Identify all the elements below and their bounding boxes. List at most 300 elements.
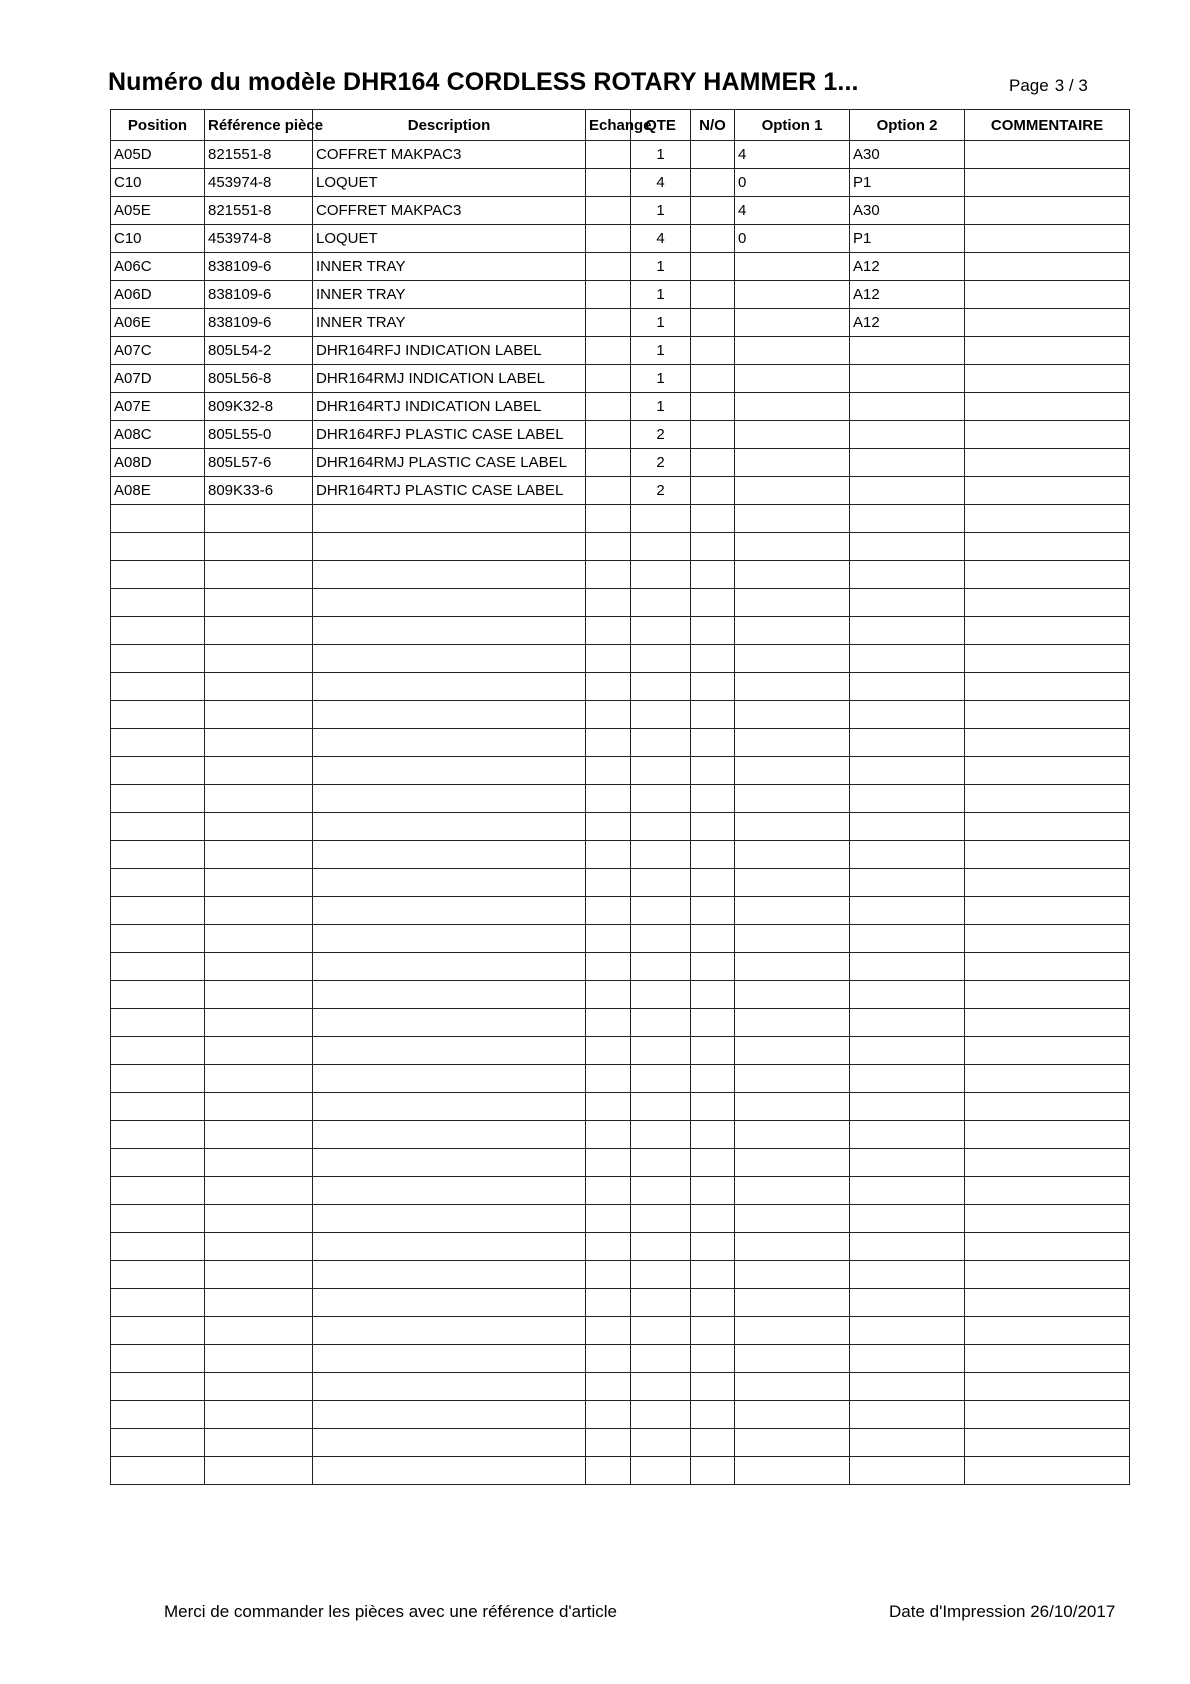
cell-echange <box>586 141 631 169</box>
cell-no <box>691 645 735 673</box>
cell-position <box>111 533 205 561</box>
cell-no <box>691 1345 735 1373</box>
cell-option2: P1 <box>850 225 965 253</box>
cell-reference: 805L57-6 <box>205 449 313 477</box>
cell-description: COFFRET MAKPAC3 <box>313 197 586 225</box>
cell-option1 <box>735 1037 850 1065</box>
cell-qte <box>631 1429 691 1457</box>
cell-qte <box>631 869 691 897</box>
cell-no <box>691 225 735 253</box>
cell-option1 <box>735 365 850 393</box>
cell-position: A08C <box>111 421 205 449</box>
cell-option2 <box>850 1177 965 1205</box>
cell-option1 <box>735 1205 850 1233</box>
cell-position <box>111 1317 205 1345</box>
cell-description: LOQUET <box>313 225 586 253</box>
cell-reference <box>205 1205 313 1233</box>
cell-option1 <box>735 1233 850 1261</box>
table-row <box>111 449 1130 477</box>
cell-option2 <box>850 1205 965 1233</box>
cell-echange <box>586 393 631 421</box>
cell-option1 <box>735 1149 850 1177</box>
cell-description: DHR164RFJ INDICATION LABEL <box>313 337 586 365</box>
cell-position <box>111 757 205 785</box>
cell-commentaire <box>965 421 1130 449</box>
cell-position <box>111 617 205 645</box>
cell-option1 <box>735 757 850 785</box>
cell-no <box>691 477 735 505</box>
empty-table-row <box>111 813 1130 841</box>
cell-qte <box>631 1401 691 1429</box>
cell-no <box>691 841 735 869</box>
cell-reference <box>205 1345 313 1373</box>
cell-reference <box>205 1457 313 1485</box>
cell-reference: 805L56-8 <box>205 365 313 393</box>
empty-table-row <box>111 1065 1130 1093</box>
cell-commentaire <box>965 561 1130 589</box>
cell-option2 <box>850 1345 965 1373</box>
empty-table-row <box>111 701 1130 729</box>
cell-no <box>691 785 735 813</box>
cell-commentaire <box>965 1233 1130 1261</box>
cell-commentaire <box>965 813 1130 841</box>
cell-echange <box>586 281 631 309</box>
cell-echange <box>586 253 631 281</box>
cell-description <box>313 1429 586 1457</box>
cell-qte <box>631 841 691 869</box>
cell-description <box>313 1093 586 1121</box>
cell-position <box>111 897 205 925</box>
cell-echange <box>586 337 631 365</box>
cell-position <box>111 1205 205 1233</box>
cell-no <box>691 141 735 169</box>
cell-reference <box>205 701 313 729</box>
cell-echange <box>586 757 631 785</box>
empty-table-row <box>111 785 1130 813</box>
cell-position <box>111 1149 205 1177</box>
cell-reference: 821551-8 <box>205 197 313 225</box>
cell-position: A07C <box>111 337 205 365</box>
cell-option1 <box>735 1009 850 1037</box>
cell-description <box>313 729 586 757</box>
parts-table <box>110 109 1130 1485</box>
cell-echange <box>586 729 631 757</box>
cell-echange <box>586 841 631 869</box>
cell-position: C10 <box>111 169 205 197</box>
cell-no <box>691 1373 735 1401</box>
cell-reference <box>205 757 313 785</box>
cell-reference: 805L55-0 <box>205 421 313 449</box>
empty-table-row <box>111 505 1130 533</box>
cell-echange <box>586 981 631 1009</box>
cell-echange <box>586 421 631 449</box>
parts-table-body <box>111 141 1130 1485</box>
cell-commentaire <box>965 505 1130 533</box>
cell-qte <box>631 981 691 1009</box>
table-row <box>111 169 1130 197</box>
cell-no <box>691 617 735 645</box>
cell-echange <box>586 1457 631 1485</box>
cell-description: DHR164RMJ PLASTIC CASE LABEL <box>313 449 586 477</box>
table-row <box>111 393 1130 421</box>
cell-echange <box>586 869 631 897</box>
cell-no <box>691 1289 735 1317</box>
cell-qte <box>631 757 691 785</box>
cell-option2 <box>850 1121 965 1149</box>
empty-table-row <box>111 1345 1130 1373</box>
table-row <box>111 281 1130 309</box>
cell-commentaire <box>965 1345 1130 1373</box>
cell-echange <box>586 1093 631 1121</box>
cell-qte <box>631 925 691 953</box>
cell-qte: 4 <box>631 169 691 197</box>
cell-position <box>111 645 205 673</box>
cell-description <box>313 1009 586 1037</box>
cell-reference <box>205 1149 313 1177</box>
cell-option1 <box>735 981 850 1009</box>
cell-description <box>313 673 586 701</box>
cell-commentaire <box>965 477 1130 505</box>
cell-position <box>111 729 205 757</box>
cell-commentaire <box>965 1457 1130 1485</box>
cell-description: INNER TRAY <box>313 281 586 309</box>
table-row <box>111 197 1130 225</box>
cell-qte <box>631 1457 691 1485</box>
cell-qte: 1 <box>631 197 691 225</box>
cell-position <box>111 813 205 841</box>
cell-description <box>313 841 586 869</box>
cell-no <box>691 449 735 477</box>
cell-echange <box>586 645 631 673</box>
cell-position: A06C <box>111 253 205 281</box>
cell-option1 <box>735 1093 850 1121</box>
cell-commentaire <box>965 645 1130 673</box>
cell-position <box>111 1457 205 1485</box>
col-header-qte: QTE <box>631 110 691 141</box>
cell-no <box>691 589 735 617</box>
cell-qte: 1 <box>631 365 691 393</box>
cell-option1 <box>735 393 850 421</box>
cell-option1 <box>735 1289 850 1317</box>
cell-position <box>111 1009 205 1037</box>
cell-option2: A30 <box>850 141 965 169</box>
cell-echange <box>586 197 631 225</box>
cell-reference <box>205 561 313 589</box>
cell-qte <box>631 1317 691 1345</box>
cell-echange <box>586 449 631 477</box>
cell-no <box>691 1065 735 1093</box>
cell-commentaire <box>965 897 1130 925</box>
cell-option2 <box>850 729 965 757</box>
cell-echange <box>586 925 631 953</box>
empty-table-row <box>111 1373 1130 1401</box>
cell-description <box>313 1345 586 1373</box>
cell-description: LOQUET <box>313 169 586 197</box>
cell-reference <box>205 953 313 981</box>
cell-option2 <box>850 1093 965 1121</box>
cell-position <box>111 1401 205 1429</box>
cell-option1 <box>735 617 850 645</box>
cell-option1 <box>735 1373 850 1401</box>
cell-no <box>691 421 735 449</box>
cell-no <box>691 1261 735 1289</box>
cell-position <box>111 1065 205 1093</box>
cell-option1: 0 <box>735 225 850 253</box>
cell-no <box>691 1401 735 1429</box>
cell-commentaire <box>965 925 1130 953</box>
cell-no <box>691 1317 735 1345</box>
cell-echange <box>586 505 631 533</box>
cell-position <box>111 589 205 617</box>
cell-option1 <box>735 253 850 281</box>
cell-option2 <box>850 1009 965 1037</box>
cell-no <box>691 1177 735 1205</box>
cell-echange <box>586 1177 631 1205</box>
cell-option1 <box>735 1457 850 1485</box>
cell-commentaire <box>965 169 1130 197</box>
cell-commentaire <box>965 841 1130 869</box>
cell-reference <box>205 869 313 897</box>
cell-option2 <box>850 813 965 841</box>
cell-description <box>313 561 586 589</box>
empty-table-row <box>111 897 1130 925</box>
cell-qte <box>631 897 691 925</box>
cell-reference <box>205 1289 313 1317</box>
cell-position <box>111 1429 205 1457</box>
cell-reference: 821551-8 <box>205 141 313 169</box>
cell-position <box>111 1289 205 1317</box>
cell-option2 <box>850 393 965 421</box>
empty-table-row <box>111 1177 1130 1205</box>
cell-description: DHR164RFJ PLASTIC CASE LABEL <box>313 421 586 449</box>
cell-commentaire <box>965 253 1130 281</box>
cell-qte <box>631 1205 691 1233</box>
cell-qte <box>631 589 691 617</box>
empty-table-row <box>111 841 1130 869</box>
cell-no <box>691 561 735 589</box>
cell-echange <box>586 1261 631 1289</box>
empty-table-row <box>111 981 1130 1009</box>
cell-option1 <box>735 477 850 505</box>
cell-no <box>691 813 735 841</box>
cell-qte <box>631 1037 691 1065</box>
cell-qte: 1 <box>631 141 691 169</box>
cell-description <box>313 1037 586 1065</box>
page-label: Page <box>1009 76 1049 95</box>
cell-position: A05D <box>111 141 205 169</box>
cell-option1 <box>735 953 850 981</box>
cell-no <box>691 1037 735 1065</box>
cell-no <box>691 1121 735 1149</box>
cell-echange <box>586 1345 631 1373</box>
cell-option2 <box>850 1457 965 1485</box>
cell-no <box>691 925 735 953</box>
cell-echange <box>586 309 631 337</box>
cell-option2 <box>850 981 965 1009</box>
cell-commentaire <box>965 953 1130 981</box>
cell-option2 <box>850 1289 965 1317</box>
col-header-commentaire: COMMENTAIRE <box>965 110 1130 141</box>
cell-position <box>111 869 205 897</box>
cell-no <box>691 281 735 309</box>
cell-option2 <box>850 1373 965 1401</box>
cell-position <box>111 1093 205 1121</box>
cell-qte <box>631 1373 691 1401</box>
cell-no <box>691 197 735 225</box>
table-row <box>111 225 1130 253</box>
cell-reference <box>205 617 313 645</box>
cell-description <box>313 1149 586 1177</box>
cell-reference <box>205 505 313 533</box>
cell-qte: 4 <box>631 225 691 253</box>
cell-option1 <box>735 561 850 589</box>
cell-option1: 4 <box>735 197 850 225</box>
cell-qte: 1 <box>631 281 691 309</box>
empty-table-row <box>111 1093 1130 1121</box>
cell-reference: 809K32-8 <box>205 393 313 421</box>
cell-option1 <box>735 701 850 729</box>
cell-echange <box>586 1149 631 1177</box>
cell-option2 <box>850 449 965 477</box>
cell-position: A05E <box>111 197 205 225</box>
cell-option2: P1 <box>850 169 965 197</box>
cell-qte <box>631 813 691 841</box>
col-header-no: N/O <box>691 110 735 141</box>
cell-no <box>691 505 735 533</box>
cell-position <box>111 561 205 589</box>
cell-reference <box>205 925 313 953</box>
cell-reference: 805L54-2 <box>205 337 313 365</box>
empty-table-row <box>111 1149 1130 1177</box>
cell-reference <box>205 1009 313 1037</box>
empty-table-row <box>111 869 1130 897</box>
col-header-option1: Option 1 <box>735 110 850 141</box>
cell-option1: 0 <box>735 169 850 197</box>
cell-reference <box>205 673 313 701</box>
cell-option1 <box>735 1121 850 1149</box>
cell-no <box>691 673 735 701</box>
empty-table-row <box>111 953 1130 981</box>
cell-commentaire <box>965 141 1130 169</box>
cell-option2 <box>850 897 965 925</box>
cell-echange <box>586 1205 631 1233</box>
col-header-reference: Référence pièce <box>205 110 313 141</box>
cell-option2 <box>850 1149 965 1177</box>
cell-no <box>691 169 735 197</box>
cell-option2 <box>850 673 965 701</box>
cell-position <box>111 673 205 701</box>
cell-description <box>313 1401 586 1429</box>
cell-commentaire <box>965 533 1130 561</box>
cell-option2 <box>850 421 965 449</box>
empty-table-row <box>111 1121 1130 1149</box>
cell-commentaire <box>965 1121 1130 1149</box>
table-row <box>111 309 1130 337</box>
order-note: Merci de commander les pièces avec une référence d'article <box>164 1602 618 1621</box>
cell-echange <box>586 1401 631 1429</box>
cell-reference <box>205 589 313 617</box>
table-row <box>111 365 1130 393</box>
cell-reference <box>205 813 313 841</box>
cell-echange <box>586 1233 631 1261</box>
cell-no <box>691 1233 735 1261</box>
table-row <box>111 253 1130 281</box>
cell-echange <box>586 785 631 813</box>
cell-description <box>313 645 586 673</box>
cell-description: DHR164RMJ INDICATION LABEL <box>313 365 586 393</box>
cell-reference: 453974-8 <box>205 169 313 197</box>
page-number <box>1003 76 1088 96</box>
cell-echange <box>586 897 631 925</box>
cell-qte: 1 <box>631 337 691 365</box>
cell-qte <box>631 785 691 813</box>
cell-commentaire <box>965 393 1130 421</box>
cell-echange <box>586 365 631 393</box>
cell-commentaire <box>965 1177 1130 1205</box>
cell-qte <box>631 505 691 533</box>
cell-description <box>313 505 586 533</box>
cell-commentaire <box>965 869 1130 897</box>
cell-qte: 1 <box>631 253 691 281</box>
col-header-description: Description <box>313 110 586 141</box>
cell-echange <box>586 1065 631 1093</box>
cell-description <box>313 1457 586 1485</box>
empty-table-row <box>111 1289 1130 1317</box>
cell-qte <box>631 1065 691 1093</box>
cell-qte: 2 <box>631 421 691 449</box>
cell-no <box>691 757 735 785</box>
cell-description <box>313 1065 586 1093</box>
cell-option1 <box>735 785 850 813</box>
cell-echange <box>586 1121 631 1149</box>
cell-commentaire <box>965 673 1130 701</box>
cell-echange <box>586 1429 631 1457</box>
cell-option1 <box>735 729 850 757</box>
cell-description: DHR164RTJ PLASTIC CASE LABEL <box>313 477 586 505</box>
cell-no <box>691 1457 735 1485</box>
cell-commentaire <box>965 617 1130 645</box>
cell-option2 <box>850 1065 965 1093</box>
empty-table-row <box>111 561 1130 589</box>
cell-option1 <box>735 897 850 925</box>
cell-description <box>313 897 586 925</box>
cell-position <box>111 1177 205 1205</box>
cell-no <box>691 953 735 981</box>
cell-qte <box>631 617 691 645</box>
cell-option2 <box>850 869 965 897</box>
cell-description <box>313 1233 586 1261</box>
cell-position <box>111 785 205 813</box>
cell-option2 <box>850 701 965 729</box>
cell-option2 <box>850 533 965 561</box>
cell-reference <box>205 785 313 813</box>
cell-description: INNER TRAY <box>313 253 586 281</box>
cell-description <box>313 869 586 897</box>
cell-position <box>111 1121 205 1149</box>
cell-option2 <box>850 841 965 869</box>
cell-reference <box>205 1037 313 1065</box>
col-header-position: Position <box>111 110 205 141</box>
cell-qte <box>631 1149 691 1177</box>
cell-option2: A12 <box>850 309 965 337</box>
cell-commentaire <box>965 701 1130 729</box>
cell-no <box>691 1149 735 1177</box>
empty-table-row <box>111 617 1130 645</box>
empty-table-row <box>111 1401 1130 1429</box>
cell-echange <box>586 225 631 253</box>
table-row <box>111 421 1130 449</box>
cell-position <box>111 505 205 533</box>
